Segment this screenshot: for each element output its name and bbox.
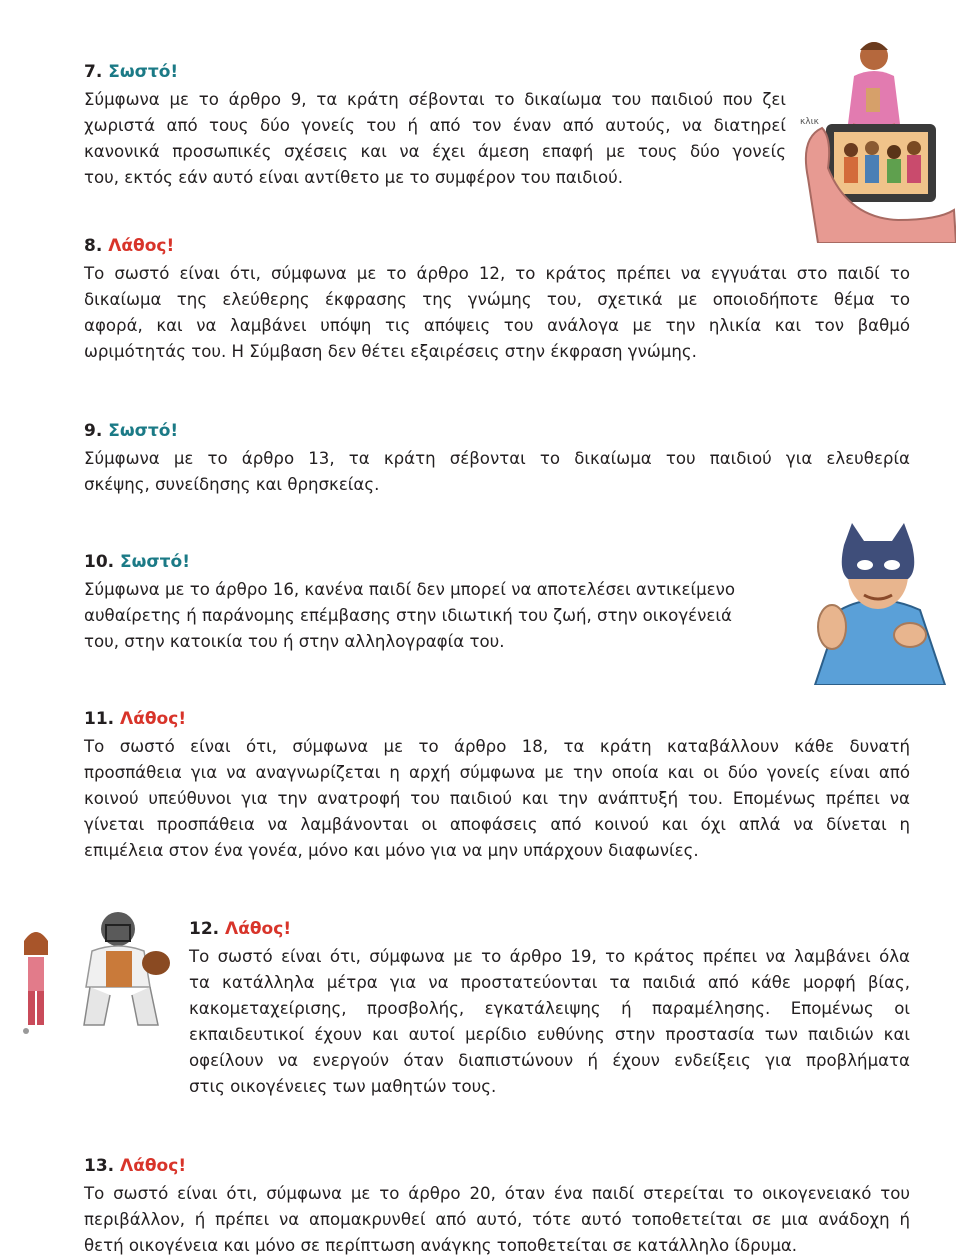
answer-item-13 xyxy=(84,1154,910,1259)
answer-heading xyxy=(84,60,786,84)
answer-line: του, εκτός εάν αυτό είναι αντίθετο με το συμφέρον του παιδιού. xyxy=(84,168,624,187)
answer-line: γίνεται προσπάθεια να λαμβάνονται οι αποφάσεις από κοινού και όχι απλά να δίνεται η xyxy=(84,815,910,834)
camera-caption: κλικ xyxy=(800,117,819,127)
answer-verdict: Λάθος! xyxy=(120,709,187,729)
answer-line: τα κατάλληλα μέτρα για να προστατεύονται τα παιδιά από κάθε μορφή βίας, xyxy=(189,973,910,992)
answer-line: αυθαίρετης ή παράνομης επέμβασης στην ιδιωτική του ζωή, στην οικογένειά xyxy=(84,606,732,625)
answer-heading xyxy=(84,550,802,574)
answer-verdict: Λάθος! xyxy=(225,919,292,939)
answer-heading xyxy=(84,707,910,731)
answer-verdict: Σωστό! xyxy=(108,421,179,441)
answer-line: κακομεταχείρισης, προσβολής, εγκατάλειψης ή παραμέλησης. Επομένως οι xyxy=(189,999,910,1018)
answer-line: χωριστά από τους δύο γονείς του ή από τον έναν από αυτούς, να διατηρεί xyxy=(84,116,786,135)
answer-line: Σύμφωνα με το άρθρο 16, κανένα παιδί δεν μπορεί να αποτελέσει αντικείμενο xyxy=(84,580,736,599)
answer-line: Το σωστό είναι ότι, σύμφωνα με το άρθρο 20, όταν ένα παιδί στερείται το οικογενειακό του xyxy=(84,1184,910,1203)
masked-boy-icon xyxy=(800,515,955,685)
answer-line: σκέψης, συνείδησης και θρησκείας. xyxy=(84,475,380,494)
answer-number: 12. xyxy=(189,919,220,939)
answer-item-11 xyxy=(84,707,910,864)
answer-number: 8. xyxy=(84,236,103,256)
answer-line: Το σωστό είναι ότι, σύμφωνα με το άρθρο 19, το κράτος πρέπει να λαμβάνει όλα xyxy=(189,947,910,966)
answer-line: ωριμότητάς του. Η Σύμβαση δεν θέτει εξαιρέσεις στην έκφραση γνώμης. xyxy=(84,342,697,361)
camera-photo-illustration xyxy=(796,28,956,243)
answer-item-7 xyxy=(84,60,786,191)
answer-verdict: Λάθος! xyxy=(120,1156,187,1176)
answer-number: 11. xyxy=(84,709,115,729)
answer-line: επιμέλεια στον ένα γονέα, μόνο και μόνο για να μην υπάρχουν διαφωνίες. xyxy=(84,841,699,860)
answer-number: 10. xyxy=(84,552,115,572)
answer-item-12 xyxy=(189,917,910,1100)
answer-line: δικαίωμα της ελεύθερης έκφρασης της γνώμης του, σχετικά με οποιοδήποτε θέμα το xyxy=(84,290,910,309)
answer-number: 7. xyxy=(84,62,103,82)
answer-line: εκπαιδευτικοί έχουν και αυτοί μερίδιο ευθύνης στην προστασία των παιδιών και xyxy=(189,1025,910,1044)
answer-heading xyxy=(189,917,910,941)
answer-line: θετή οικογένεια και μόνο σε περίπτωση ανάγκης τοποθετείται σε κατάλληλο ίδρυμα. xyxy=(84,1236,798,1255)
baseball-catcher-illustration xyxy=(6,905,186,1040)
answer-item-10 xyxy=(84,550,802,655)
answer-heading xyxy=(84,234,910,258)
answer-line: Το σωστό είναι ότι, σύμφωνα με το άρθρο 12, το κράτος πρέπει να εγγυάται στο παιδί το xyxy=(84,264,910,283)
answer-heading xyxy=(84,1154,910,1178)
answer-number: 13. xyxy=(84,1156,115,1176)
answer-verdict: Λάθος! xyxy=(108,236,175,256)
answer-verdict: Σωστό! xyxy=(120,552,190,572)
camera-photo-icon xyxy=(796,28,956,243)
answer-line: κανονικά προσωπικές σχέσεις και να έχει άμεση επαφή με τους δύο γονείς xyxy=(84,142,786,161)
answer-number: 9. xyxy=(84,421,103,441)
answer-heading xyxy=(84,419,910,443)
answer-verdict: Σωστό! xyxy=(108,62,179,82)
baseball-catcher-icon xyxy=(6,905,186,1040)
answer-line: οφείλουν να ενεργούν όταν διαπιστώνουν ή έχουν ενδείξεις για προβλήματα xyxy=(189,1051,910,1070)
answer-line: αφορά, και να λαμβάνει υπόψη τις απόψεις του ανάλογα με την ηλικία και τον βαθμό xyxy=(84,316,910,335)
answer-line: Σύμφωνα με το άρθρο 9, τα κράτη σέβονται το δικαίωμα του παιδιού που ζει xyxy=(84,90,786,109)
answer-item-8 xyxy=(84,234,910,365)
answer-line: περιβάλλον, ή πρέπει να απομακρυνθεί από αυτό, τότε αυτό τοποθετείται σε μια ανάδοχη ή xyxy=(84,1210,910,1229)
masked-boy-illustration xyxy=(800,515,955,685)
answer-item-9 xyxy=(84,419,910,498)
answer-line: Σύμφωνα με το άρθρο 13, τα κράτη σέβονται το δικαίωμα του παιδιού για ελευθερία xyxy=(84,449,910,468)
answer-line: Το σωστό είναι ότι, σύμφωνα με το άρθρο 18, τα κράτη καταβάλλουν κάθε δυνατή xyxy=(84,737,910,756)
answer-line: του, στην κατοικία του ή στην αλληλογραφία του. xyxy=(84,632,505,651)
answer-line: κοινού υπεύθυνοι για την ανατροφή του παιδιού και την ανάπτυξή του. Επομένως πρέπει να xyxy=(84,789,910,808)
answer-line: στις οικογένειες των μαθητών τους. xyxy=(189,1077,497,1096)
answer-line: προσπάθεια για να αναγνωρίζεται η αρχή σύμφωνα με την οποία και οι δύο γονείς είναι από xyxy=(84,763,910,782)
